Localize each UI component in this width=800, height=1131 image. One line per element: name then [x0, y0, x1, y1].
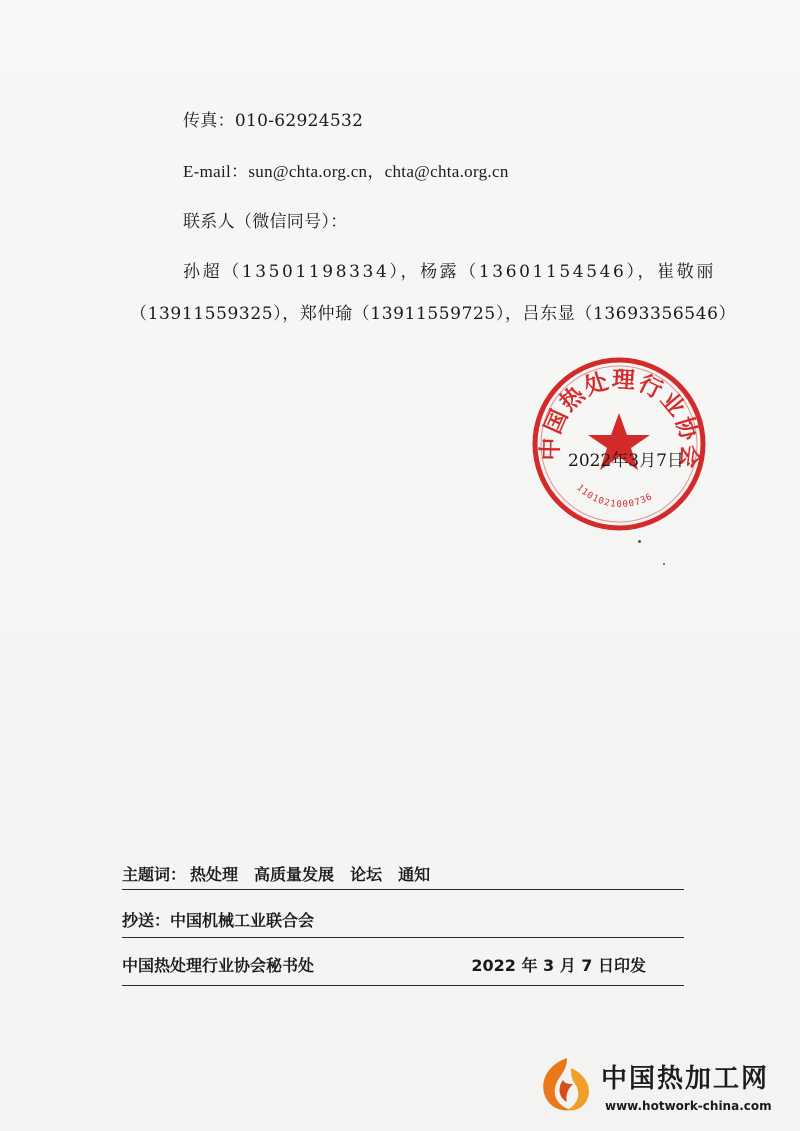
scan-speck — [663, 563, 665, 565]
contacts-line-1: 孙超（13501198334），杨露（13601154546），崔敬丽 — [183, 262, 716, 282]
official-seal-icon — [530, 355, 708, 533]
watermark-title: 中国热加工网 — [601, 1064, 770, 1094]
keyword-item: 高质量发展 — [254, 865, 335, 884]
keywords-row — [122, 862, 684, 885]
watermark-url: www.hotwork-china.com — [605, 1099, 772, 1113]
cc-value: 中国机械工业联合会 — [170, 911, 315, 930]
contacts-label: 联系人（微信同号）： — [183, 212, 348, 232]
contacts-line-2: （13911559325），郑仲瑜（13911559725），吕东显（13693356546） — [130, 304, 737, 324]
footer-divider — [122, 937, 684, 938]
keyword-item: 通知 — [398, 865, 431, 884]
cc-label: 抄送： — [122, 911, 171, 930]
flame-logo-icon — [535, 1054, 599, 1114]
site-watermark — [535, 1050, 800, 1131]
seal-date: 2022年3月7日 — [568, 451, 684, 471]
svg-text:1101021000736: 1101021000736 — [574, 482, 655, 511]
issuer-row — [122, 953, 684, 976]
keyword-item: 热处理 — [190, 865, 239, 884]
scan-speck — [638, 540, 641, 543]
fax-line: 传真：010-62924532 — [183, 111, 364, 131]
issuer-name: 中国热处理行业协会秘书处 — [122, 956, 315, 975]
keywords-label: 主题词： — [122, 865, 187, 884]
svg-text:中国热处理行业协会: 中国热处理行业协会 — [536, 365, 704, 472]
email-line: E-mail：sun@chta.org.cn，chta@chta.org.cn — [183, 162, 509, 181]
issue-date: 2022 年 3 月 7 日印发 — [471, 956, 646, 975]
keyword-item: 论坛 — [350, 865, 383, 884]
footer-divider — [122, 889, 684, 890]
footer-divider — [122, 985, 684, 986]
cc-row — [122, 908, 684, 931]
